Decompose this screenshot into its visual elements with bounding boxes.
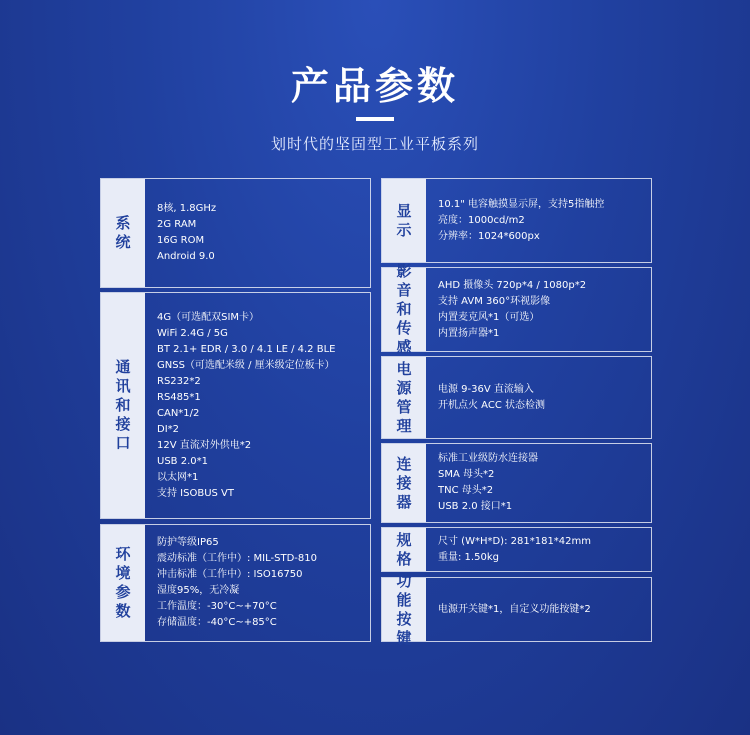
spec-line: 支持 ISOBUS VT bbox=[157, 487, 235, 499]
spec-line: AHD 摄像头 720p*4 / 1080p*2 bbox=[438, 279, 587, 291]
spec-line: 震动标准（工作中）: MIL-STD-810 bbox=[157, 553, 317, 564]
spec-line: 分辨率：1024*600px bbox=[438, 230, 540, 242]
card-label: 环境参数 bbox=[101, 525, 145, 641]
card-label: 规格 bbox=[382, 528, 426, 571]
spec-line: 尺寸 (W*H*D): 281*181*42mm bbox=[438, 535, 592, 547]
spec-line: 以太网*1 bbox=[157, 471, 199, 483]
spec-line: WiFi 2.4G / 5G bbox=[157, 327, 228, 339]
spec-line: 工作温度：-30°C~+70°C bbox=[157, 601, 277, 612]
spec-line: USB 2.0*1 bbox=[157, 455, 208, 467]
spec-line: BT 2.1+ EDR / 3.0 / 4.1 LE / 4.2 BLE bbox=[157, 343, 336, 355]
spec-line: 内置麦克风*1（可选） bbox=[438, 311, 540, 323]
spec-line: DI*2 bbox=[157, 423, 180, 435]
spec-line: 12V 直流对外供电*2 bbox=[157, 439, 252, 451]
card-content bbox=[426, 444, 651, 522]
spec-line: TNC 母头*2 bbox=[438, 485, 494, 496]
card-content bbox=[426, 179, 651, 262]
spec-line: SMA 母头*2 bbox=[438, 469, 495, 480]
spec-line: 冲击标准（工作中）: ISO16750 bbox=[157, 569, 303, 580]
card-function-keys bbox=[381, 571, 652, 647]
card-communication-interfaces bbox=[100, 292, 371, 519]
card-label: 连接器 bbox=[382, 444, 426, 522]
spec-line: 电源 9-36V 直流输入 bbox=[438, 383, 534, 395]
spec-line: 内置扬声器*1 bbox=[438, 327, 500, 339]
card-content bbox=[145, 525, 370, 641]
card-display bbox=[381, 178, 652, 263]
page-subtitle: 划时代的坚固型工业平板系列 bbox=[270, 135, 479, 153]
spec-line: RS232*2 bbox=[157, 375, 201, 387]
spec-line: RS485*1 bbox=[157, 391, 201, 403]
spec-line: 标准工业级防水连接器 bbox=[438, 453, 538, 464]
card-label: 系统 bbox=[101, 179, 145, 287]
card-system bbox=[100, 178, 371, 288]
spec-line: USB 2.0 接口*1 bbox=[438, 501, 513, 512]
card-label: 影音和传感 bbox=[382, 268, 426, 351]
spec-line: 防护等级IP65 bbox=[157, 537, 219, 548]
spec-line: 湿度95%，无冷凝 bbox=[157, 585, 240, 596]
spec-line: 10.1" 电容触摸显示屏，支持5指触控 bbox=[438, 198, 605, 210]
card-content bbox=[426, 357, 651, 438]
spec-line: 支持 AVM 360°环视影像 bbox=[438, 295, 551, 307]
card-content bbox=[426, 528, 651, 571]
spec-line: 存储温度：-40°C~+85°C bbox=[157, 617, 277, 628]
spec-line: GNSS（可选配米级 / 厘米级定位板卡） bbox=[157, 359, 335, 371]
spec-line: 2G RAM bbox=[157, 219, 197, 230]
spec-line: 8核, 1.8GHz bbox=[157, 203, 217, 214]
card-audio-video-sensors bbox=[381, 262, 652, 356]
card-content bbox=[426, 578, 651, 641]
card-label: 通讯和接口 bbox=[101, 293, 145, 518]
card-content bbox=[426, 268, 651, 351]
page-title: 产品参数 bbox=[290, 64, 459, 108]
card-environment bbox=[100, 524, 371, 642]
card-specifications bbox=[381, 527, 652, 572]
card-label: 显示 bbox=[382, 179, 426, 262]
spec-line: 开机点火 ACC 状态检测 bbox=[438, 399, 545, 411]
spec-line: 亮度：1000cd/m2 bbox=[438, 214, 525, 226]
card-label: 电源管理 bbox=[382, 357, 426, 438]
spec-line: CAN*1/2 bbox=[157, 407, 200, 419]
spec-line: 重量: 1.50kg bbox=[438, 551, 499, 563]
spec-line: 4G（可选配双SIM卡） bbox=[157, 311, 260, 323]
spec-line: Android 9.0 bbox=[157, 251, 215, 262]
title-underline bbox=[356, 117, 394, 121]
card-connectors bbox=[381, 443, 652, 523]
card-content bbox=[145, 293, 370, 518]
spec-line: 电源开关键*1，自定义功能按键*2 bbox=[438, 603, 591, 615]
card-power-management bbox=[381, 356, 652, 439]
card-label: 功能按键 bbox=[382, 578, 426, 641]
card-content bbox=[145, 179, 370, 287]
spec-line: 16G ROM bbox=[157, 235, 205, 246]
